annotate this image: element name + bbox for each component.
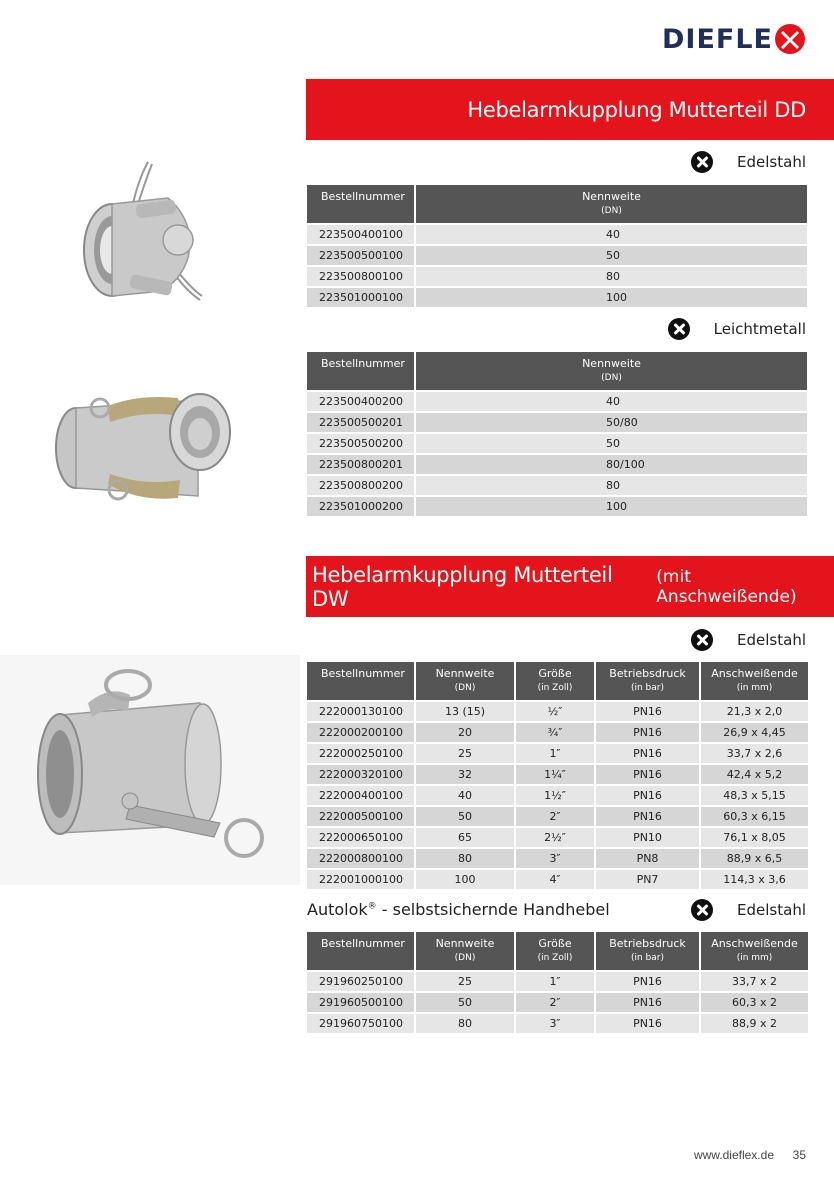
material-x-icon	[691, 151, 713, 173]
table-dd-leichtmetall	[307, 350, 807, 518]
section1-title: Hebelarmkupplung Mutterteil DD	[467, 97, 806, 122]
table-row: 222000130100 13 (15) ½″ PN16 21,3 x 2,0	[307, 702, 808, 721]
col-header-bestellnummer: Bestellnummer	[307, 662, 414, 700]
section1-banner	[306, 79, 834, 140]
material-x-icon	[668, 318, 690, 340]
coupling-photo-aluminium-dd	[48, 380, 238, 510]
col-header-groesse: Größe (in Zoll)	[514, 662, 594, 700]
section2-banner	[306, 556, 834, 617]
table-row: 223500500100 50	[307, 246, 807, 265]
table-row: 291960750100 80 3″ PN16 88,9 x 2	[307, 1014, 808, 1033]
table-row: 222000400100 40 1½″ PN16 48,3 x 5,15	[307, 786, 808, 805]
table-row: 223500800200 80	[307, 476, 807, 495]
col-header-bestellnummer: Bestellnummer	[307, 185, 414, 223]
col-header-anschweissende: Anschweißende (in mm)	[699, 932, 808, 970]
col-header-betriebsdruck: Betriebsdruck (in bar)	[594, 932, 699, 970]
brand-logo	[662, 22, 806, 56]
footer-website-link[interactable]: www.dieflex.de	[693, 1148, 774, 1162]
table-row: 223501000100 100	[307, 288, 807, 307]
table-dd-edelstahl	[307, 183, 807, 309]
material-label-edelstahl-3: Edelstahl	[691, 898, 806, 922]
table-row: 222000250100 25 1″ PN16 33,7 x 2,6	[307, 744, 808, 763]
table-dw-edelstahl	[307, 660, 808, 891]
table-row: 291960500100 50 2″ PN16 60,3 x 2	[307, 993, 808, 1012]
brand-name: DIEFLE	[662, 23, 773, 55]
col-header-groesse: Größe (in Zoll)	[514, 932, 594, 970]
section2-subtitle: (mit Anschweißende)	[656, 566, 797, 607]
material-label-edelstahl-1: Edelstahl	[691, 150, 806, 174]
coupling-photo-stainless-dd	[60, 150, 230, 320]
col-header-bestellnummer: Bestellnummer	[307, 932, 414, 970]
material-x-icon	[691, 629, 713, 651]
col-header-nennweite: Nennweite (DN)	[414, 352, 807, 390]
table-row: 222000500100 50 2″ PN16 60,3 x 6,15	[307, 807, 808, 826]
col-header-anschweissende: Anschweißende (in mm)	[699, 662, 808, 700]
table-row: 291960250100 25 1″ PN16 33,7 x 2	[307, 972, 808, 991]
col-header-nennweite: Nennweite (DN)	[414, 662, 514, 700]
brand-x-icon	[774, 23, 806, 55]
table-row: 222001000100 100 4″ PN7 114,3 x 3,6	[307, 870, 808, 889]
table-autolok	[307, 930, 808, 1035]
table-row: 223500800100 80	[307, 267, 807, 286]
material-x-icon	[691, 899, 713, 921]
col-header-betriebsdruck: Betriebsdruck (in bar)	[594, 662, 699, 700]
autolok-heading: Autolok® - selbstsichernde Handhebel	[307, 900, 610, 919]
material-label-leichtmetall: Leichtmetall	[668, 317, 806, 341]
table-row: 223500400100 40	[307, 225, 807, 244]
table-row: 222000320100 32 1¼″ PN16 42,4 x 5,2	[307, 765, 808, 784]
table-row: 223500400200 40	[307, 392, 807, 411]
table-row: 223501000200 100	[307, 497, 807, 516]
section2-title: Hebelarmkupplung Mutterteil DW	[312, 562, 613, 611]
col-header-bestellnummer: Bestellnummer	[307, 352, 414, 390]
table-row: 223500500201 50/80	[307, 413, 807, 432]
table-row: 222000200100 20 ¾″ PN16 26,9 x 4,45	[307, 723, 808, 742]
table-row: 222000800100 80 3″ PN8 88,9 x 6,5	[307, 849, 808, 868]
material-label-edelstahl-2: Edelstahl	[691, 628, 806, 652]
page-number: 35	[792, 1148, 806, 1162]
col-header-nennweite: Nennweite (DN)	[414, 932, 514, 970]
coupling-photo-dw	[0, 655, 300, 885]
col-header-nennweite: Nennweite (DN)	[414, 185, 807, 223]
table-row: 223500800201 80/100	[307, 455, 807, 474]
table-row: 223500500200 50	[307, 434, 807, 453]
table-row: 222000650100 65 2½″ PN10 76,1 x 8,05	[307, 828, 808, 847]
